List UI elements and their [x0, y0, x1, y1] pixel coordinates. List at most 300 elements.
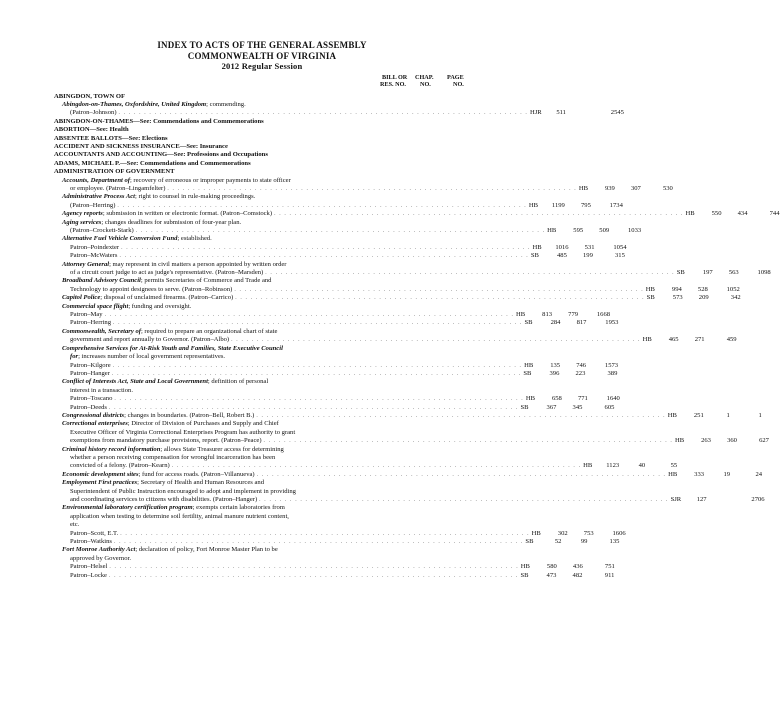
leader-dots: . . . . . . . . . . . . . . . . . . . . . . . . . . . . . . . . . . . . . . . . . . . . . . . . . . . . . . . . . . . . . . . . . . . . . . . . . . . . . . . . [113, 320, 523, 327]
entry-text [70, 555, 131, 563]
entry-description: Patron–Herring [70, 319, 112, 327]
entry-text [70, 395, 112, 403]
entry-subject: Aging services [62, 218, 102, 226]
chapter-number: 209 [698, 294, 709, 302]
bill-type: HB [667, 411, 677, 419]
index-entry-line [54, 361, 619, 370]
leader-dots: . . . . . . . . . . . . . . . . . . . . . . . . . . . . . . . . . . . . . . . . . . . . . . . . . . . . . . . . . . . . . . . . . . . . . . . . . . . . . . . . [113, 539, 524, 546]
entry-description: of a circuit court judge to act as judge's representative. (Patron–Marsden) [70, 269, 264, 277]
chapter-number: 531 [584, 243, 595, 251]
entry-description: Patron–Toscano [70, 395, 113, 403]
bill-type: SB [676, 269, 685, 277]
entry-description: Patron–Deeds [70, 403, 107, 411]
index-entry-line [54, 496, 765, 504]
index-entry-line [54, 546, 470, 554]
leader-dots: . . . . . . . . . . . . . . . . . . . . . . . . . . . . . . . . . . . . . . . . . . . . . . . . . . . . . . . . . . . . . . . . . . . . . . . . . . . . . . . . [167, 185, 577, 192]
bill-number: 127 [696, 496, 707, 503]
chapter-number: 771 [577, 395, 588, 403]
bill-type: SB [524, 319, 533, 327]
bill-number: 284 [550, 319, 561, 327]
bill-number: 135 [550, 361, 561, 369]
entry-text [70, 311, 103, 319]
index-entry-line [54, 269, 771, 277]
page-number: 1734 [609, 201, 623, 209]
page-column-header-bottom: NO. [453, 80, 464, 88]
page-number: 2545 [610, 109, 624, 117]
entry-text [62, 193, 255, 201]
bill-type: SB [525, 538, 534, 546]
leader-dots: . . . . . . . . . . . . . . . . . . . . . . . . . . . . . . . . . . . . . . . . . . . . . . . . . . . . . . . . . . . . . . . . . . . . . . . . . . . . . . . . [104, 312, 515, 319]
index-heading [54, 135, 470, 143]
page-number: 55 [670, 462, 678, 470]
entry-description: ADMINISTRATION OF GOVERNMENT [54, 168, 175, 176]
page-number: 342 [730, 294, 741, 302]
leader-dots: . . . . . . . . . . . . . . . . . . . . . . . . . . . . . . . . . . . . . . . . . . . . . . . . . . . . . . . . . . . . . . . . . . . . . . . . . . . . . . . . [235, 295, 645, 302]
index-entry-line [54, 219, 470, 227]
index-entry-line [54, 479, 470, 487]
entry-text [70, 319, 111, 327]
index-entry-line [54, 513, 470, 521]
bill-number: 367 [546, 403, 557, 411]
entry-description: whether a person receiving compensation for wrongful incarceration has been [70, 453, 276, 461]
index-entry-line [54, 504, 470, 512]
entry-description: Patron–May [70, 311, 103, 319]
entry-text [62, 479, 264, 487]
index-entry-line [54, 319, 619, 327]
entry-description: ; required to prepare an organizational chart of state [140, 327, 278, 335]
entry-description: Patron–Watkins [70, 538, 112, 546]
leader-dots: . . . . . . . . . . . . . . . . . . . . . . . . . . . . . . . . . . . . . . . . . . . . . . . . . . . . . . . . . . . . . . . . . . . . . . . . . . . . . . . . [109, 404, 519, 411]
index-entry-line [54, 470, 763, 479]
leader-dots: . . . . . . . . . . . . . . . . . . . . . . . . . . . . . . . . . . . . . . . . . . . . . . . . . . . . . . . . . . . . . . . . . . . . . . . . . . . . . . . . [119, 253, 529, 260]
entry-description: ABINGDON, TOWN OF [54, 92, 126, 100]
entry-text [62, 235, 212, 243]
entry-description: ; changes deadlines for submission of four-year plan. [101, 218, 242, 226]
index-entry-line [54, 420, 470, 428]
index-heading [54, 143, 470, 151]
entry-subject: Economic development sites [62, 470, 139, 478]
entry-description: ; Secretary of Health and Human Resources and [137, 479, 264, 487]
chap-column-header-top: CHAP. [415, 73, 434, 81]
entry-description: Patron–Kilgore [70, 361, 111, 369]
bill-type: SB [523, 369, 532, 377]
bill-number: 994 [671, 285, 682, 293]
entry-text [70, 404, 107, 412]
page-number: 2706 [751, 496, 765, 503]
entry-text [54, 118, 264, 126]
bill-number: 813 [542, 311, 553, 319]
entry-text [62, 420, 279, 428]
index-entry-line [54, 369, 618, 378]
index-entry-line [54, 403, 615, 412]
entry-description: ; permits Secretaries of Commerce and Trade and [140, 277, 272, 285]
page-number: 1052 [726, 285, 740, 293]
index-entries [54, 92, 780, 581]
entry-description: Executive Officer of Virginia Correctional Enterprises Program has authority to grant [70, 428, 296, 436]
entry-text [62, 446, 284, 454]
entry-subject: Congressional districts [62, 411, 125, 419]
entry-text [70, 336, 229, 344]
entry-description: approved by Governor. [70, 554, 131, 562]
bill-column-header-top: BILL OR [382, 73, 408, 81]
entry-description: ; recovery of erroneous or improper payments to state officer [129, 176, 291, 184]
bill-number: 511 [556, 109, 566, 117]
chapter-number: 40 [638, 462, 646, 470]
entry-text [70, 563, 107, 571]
entry-text [70, 530, 118, 538]
entry-text [62, 328, 277, 336]
entry-description: ; allows State Treasurer access for determining [160, 445, 284, 453]
index-entry-line [54, 210, 780, 218]
chapter-number: 753 [583, 529, 594, 537]
leader-dots: . . . . . . . . . . . . . . . . . . . . . . . . . . . . . . . . . . . . . . . . . . . . . . . . . . . . . . . . . . . . . . . . . . . . . . . . . . . . . . . . [171, 463, 582, 470]
entry-description: ; commending. [206, 100, 246, 108]
entry-description: application when testing to determine soil fertility, animal manure nutrient content, [70, 512, 289, 520]
entry-text [70, 488, 296, 496]
bill-number: 197 [702, 269, 713, 277]
chap-column-header-bottom: NO. [420, 80, 431, 88]
chapter-number: 345 [572, 403, 583, 411]
leader-dots: . . . . . . . . . . . . . . . . . . . . . . . . . . . . . . . . . . . . . . . . . . . . . . . . . . . . . . . . . . . . . . . . . . . . . . . . . . . . . . . . [118, 110, 528, 117]
title-line-2: COMMONWEALTH OF VIRGINIA [187, 50, 337, 61]
entry-text [70, 437, 262, 445]
index-entry-line [54, 488, 470, 496]
entry-description: Patron–Hanger [70, 369, 110, 377]
entry-description: Technology to appoint designees to serve. (Patron–Robinson) [70, 285, 233, 293]
entry-description: ABSENTEE BALLOTS—See: Elections [54, 134, 168, 142]
entry-description: ; increases number of local government representatives. [78, 353, 226, 361]
entry-text [54, 151, 268, 159]
bill-type: SB [520, 571, 529, 579]
index-entry-line [54, 429, 470, 437]
index-entry-line [54, 437, 769, 445]
leader-dots: . . . . . . . . . . . . . . . . . . . . . . . . . . . . . . . . . . . . . . . . . . . . . . . . . . . . . . . . . . . . . . . . . . . . . . . . . . . . . . . . [112, 362, 523, 369]
leader-dots: . . . . . . . . . . . . . . . . . . . . . . . . . . . . . . . . . . . . . . . . . . . . . . . . . . . . . . . . . . . . . . . . . . . . . . . . . . . . . . . . [135, 228, 546, 234]
entry-subject: Employment First practices [62, 479, 138, 487]
entry-text [62, 294, 233, 302]
entry-description: Patron–Poindexter [70, 243, 120, 251]
index-entry-line [54, 446, 470, 454]
entry-subject: Commercial space flight [62, 302, 129, 310]
leader-dots: . . . . . . . . . . . . . . . . . . . . . . . . . . . . . . . . . . . . . . . . . . . . . . . . . . . . . . . . . . . . . . . . . . . . . . . . . . . . . . . . [121, 244, 531, 251]
bill-number: 658 [551, 395, 562, 403]
chapter-number: 99 [580, 538, 588, 546]
index-entry-line [54, 336, 737, 344]
document-title [54, 40, 470, 72]
entry-description: ; established. [177, 235, 212, 243]
bill-type: HB [531, 529, 541, 537]
entry-description: Patron–McWaters [70, 252, 118, 260]
entry-subject: for [70, 353, 79, 361]
entry-description: interest in a transaction. [70, 386, 133, 394]
index-entry-line [54, 538, 620, 546]
entry-text [62, 210, 272, 218]
entry-text [70, 227, 134, 235]
leader-dots: . . . . . . . . . . . . . . . . . . . . . . . . . . . . . . . . . . . . . . . . . . . . . . . . . . . . . . . . . . . . . . . . . . . . . . . . . . . . . . . . [231, 337, 641, 344]
entry-description: ; changes in boundaries. (Patron–Bell, Robert B.) [124, 411, 255, 419]
bill-number: 263 [701, 437, 711, 445]
index-heading [54, 118, 470, 126]
index-page [54, 40, 780, 580]
entry-text [70, 202, 115, 210]
chapter-number: 307 [630, 184, 641, 192]
bill-number: 550 [711, 210, 722, 218]
entry-text [62, 546, 278, 554]
entry-subject: Environmental laboratory certification program [62, 504, 193, 512]
entry-subject: Correctional enterprises [62, 420, 128, 428]
bill-type: SB [530, 252, 539, 260]
entry-text [70, 244, 119, 252]
entry-text [70, 362, 111, 370]
bill-number: 396 [549, 369, 560, 377]
entry-description: ; definition of personal [207, 378, 269, 386]
bill-type: HB [520, 563, 530, 571]
index-entry-line [54, 193, 470, 201]
entry-description: ; Director of Division of Purchases and Supply and Chief [127, 420, 279, 428]
chapter-number: 223 [575, 369, 586, 377]
page-column-header-top: PAGE [447, 73, 464, 81]
page-number: 1668 [596, 311, 611, 319]
page-number: 530 [662, 184, 673, 192]
chapter-number: 271 [694, 336, 705, 344]
entry-description: etc. [70, 521, 80, 529]
chapter-number: 482 [572, 571, 583, 579]
leader-dots: . . . . . . . . . . . . . . . . . . . . . . . . . . . . . . . . . . . . . . . . . . . . . . . . . . . . . . . . . . . . . . . . . . . . . . . . . . . . . . . . [109, 564, 519, 571]
bill-number: 939 [604, 184, 615, 192]
index-entry-line [54, 353, 470, 361]
index-entry-line [54, 454, 470, 462]
bill-number: 473 [546, 571, 557, 579]
bill-type: HB [524, 361, 534, 369]
index-entry-line [54, 462, 678, 470]
leader-dots: . . . . . . . . . . . . . . . . . . . . . . . . . . . . . . . . . . . . . . . . . . . . . . . . . . . . . . . . . . . . . . . . . . . . . . . . . . . . . . . . [234, 286, 644, 293]
leader-dots: . . . . . . . . . . . . . . . . . . . . . . . . . . . . . . . . . . . . . . . . . . . . . . . . . . . . . . . . . . . . . . . . . . . . . . . . . . . . . . . . [109, 572, 519, 579]
page-number: 315 [615, 252, 625, 260]
bill-number: 333 [694, 470, 705, 478]
index-entry-line [54, 529, 626, 538]
index-entry-line [54, 303, 470, 311]
page-number: 627 [759, 437, 769, 445]
index-entry-line [54, 177, 470, 185]
bill-type: SJR [670, 496, 682, 503]
chapter-number: 746 [576, 361, 587, 369]
bill-column-header-bottom: RES. NO. [380, 80, 406, 88]
bill-type: HB [532, 243, 542, 251]
index-heading [54, 168, 470, 176]
page-number: 744 [769, 210, 780, 218]
entry-description: (Patron–Crockett-Stark) [70, 227, 134, 234]
bill-type: HB [674, 437, 685, 445]
bill-type: HB [516, 311, 526, 319]
entry-text [70, 252, 117, 260]
leader-dots: . . . . . . . . . . . . . . . . . . . . . . . . . . . . . . . . . . . . . . . . . . . . . . . . . . . . . . . . . . . . . . . . . . . . . . . . . . . . . . . . [259, 497, 669, 503]
entry-description: Superintendent of Public Instruction encouraged to adopt and implement in providing [70, 487, 296, 495]
entry-text [62, 101, 246, 109]
page-number: 605 [604, 403, 615, 411]
bill-number: 580 [546, 563, 557, 571]
entry-description: Patron–Scott, E.T. [70, 529, 119, 537]
entry-text [70, 572, 107, 580]
entry-description: and coordinating services to citizens with disabilities. (Patron–Hanger) [70, 496, 258, 503]
bill-type: HB [547, 227, 557, 234]
entry-subject: Criminal history record information [62, 445, 161, 453]
index-entry-line [54, 252, 625, 260]
entry-text [62, 504, 285, 512]
entry-text [70, 387, 133, 395]
entry-text [54, 93, 125, 101]
entry-text [54, 126, 129, 134]
index-heading [54, 160, 470, 168]
bill-type: HJR [529, 109, 542, 117]
page-number: 389 [607, 369, 618, 377]
chapter-number: 1 [726, 411, 730, 419]
index-entry-line [54, 277, 470, 285]
entry-text [70, 353, 225, 361]
bill-number: 485 [557, 252, 567, 260]
bill-type: HB [668, 470, 678, 478]
bill-type: HB [685, 210, 695, 218]
page-number: 1098 [757, 269, 771, 277]
chapter-number: 528 [697, 285, 708, 293]
title-line-1: INDEX TO ACTS OF THE GENERAL ASSEMBLY [157, 40, 367, 50]
leader-dots: . . . . . . . . . . . . . . . . . . . . . . . . . . . . . . . . . . . . . . . . . . . . . . . . . . . . . . . . . . . . . . . . . . . . . . . . . . . . . . . . [117, 202, 527, 209]
leader-dots: . . . . . . . . . . . . . . . . . . . . . . . . . . . . . . . . . . . . . . . . . . . . . . . . . . . . . . . . . . . . . . . . . . . . . . . . . . . . . . . . [274, 211, 684, 218]
bill-type: SB [646, 294, 655, 302]
entry-subject: Comprehensive Services for At-Risk Youth and Families, State Executive Council [62, 344, 283, 352]
entry-text [62, 219, 241, 227]
bill-number: 465 [668, 336, 679, 344]
index-entry-line [54, 109, 624, 117]
page-number: 1 [758, 411, 762, 419]
index-entry-line [54, 387, 470, 395]
index-entry-line [54, 101, 470, 109]
index-entry-line [54, 563, 615, 571]
page-number: 1953 [605, 319, 619, 327]
page-number: 1640 [606, 395, 620, 403]
bill-number: 1123 [606, 462, 620, 470]
index-entry-line [54, 294, 741, 302]
entry-text [62, 471, 255, 479]
entry-description: (Patron–Johnson) [70, 109, 117, 117]
index-entry-line [54, 345, 470, 353]
chapter-number: 779 [568, 311, 579, 319]
entry-subject: Agency reports [62, 210, 103, 218]
entry-description: (Patron–Herring) [70, 201, 116, 209]
entry-text [70, 521, 79, 529]
index-heading [54, 93, 470, 101]
index-entry-line [54, 227, 642, 235]
entry-description: ADAMS, MICHAEL P.—See: Commendations and Commemorations [54, 159, 251, 167]
bill-number: 251 [693, 411, 704, 419]
entry-subject: Attorney General [62, 260, 110, 268]
entry-text [54, 135, 168, 143]
bill-type: HB [525, 395, 535, 403]
entry-text [62, 345, 283, 353]
chapter-number: 360 [727, 437, 737, 445]
page-number: 911 [604, 571, 615, 579]
chapter-number: 795 [580, 201, 591, 209]
entry-text [70, 454, 275, 462]
page-number: 1573 [604, 361, 619, 369]
entry-subject: Commonwealth, Secretary of [62, 327, 141, 335]
bill-type: HB [583, 462, 593, 470]
bill-number: 52 [554, 538, 562, 546]
entry-text [62, 261, 287, 269]
entry-description: ; declaration of policy, Fort Monroe Master Plan to be [135, 546, 278, 554]
entry-text [70, 496, 257, 504]
leader-dots: . . . . . . . . . . . . . . . . . . . . . . . . . . . . . . . . . . . . . . . . . . . . . . . . . . . . . . . . . . . . . . . . . . . . . . . . . . . . . . . . [256, 412, 666, 419]
entry-text [70, 462, 170, 470]
chapter-number: 19 [723, 470, 731, 478]
page-number: 751 [604, 563, 615, 571]
entry-text [62, 412, 254, 420]
entry-text [54, 143, 228, 151]
index-entry-line [54, 378, 470, 386]
chapter-number: 509 [599, 227, 610, 234]
entry-subject: Abingdon-on-Thames, Oxfordshire, United Kingdom [62, 100, 207, 108]
entry-text [62, 177, 291, 185]
entry-subject: Accounts, Department of [62, 176, 130, 184]
entry-subject: Capitol Police [62, 294, 101, 302]
leader-dots: . . . . . . . . . . . . . . . . . . . . . . . . . . . . . . . . . . . . . . . . . . . . . . . . . . . . . . . . . . . . . . . . . . . . . . . . . . . . . . . . [265, 270, 675, 277]
entry-description: exemptions from mandatory purchase provisions, report. (Patron–Peace) [70, 437, 262, 445]
bill-number: 1016 [555, 243, 569, 251]
chapter-number: 434 [737, 210, 748, 218]
bill-type: HB [645, 285, 655, 293]
entry-description: ACCOUNTANTS AND ACCOUNTING—See: Professions and Occupations [54, 151, 268, 159]
entry-description: ACCIDENT AND SICKNESS INSURANCE—See: Insurance [54, 142, 228, 150]
leader-dots: . . . . . . . . . . . . . . . . . . . . . . . . . . . . . . . . . . . . . . . . . . . . . . . . . . . . . . . . . . . . . . . . . . . . . . . . . . . . . . . . [256, 471, 667, 478]
index-entry-line [54, 261, 470, 269]
entry-description: ; may represent in civil matters a person appointed by written order [109, 260, 287, 268]
index-entry-line [54, 328, 470, 336]
page-number: 1033 [627, 227, 642, 234]
entry-description: ; right to counsel in rule-making proceedings. [135, 193, 256, 201]
entry-description: ; fund for access roads. (Patron–Villanueva) [138, 470, 255, 478]
chapter-number: 436 [572, 563, 583, 571]
entry-subject: Alternative Fuel Vehicle Conversion Fund [62, 235, 178, 243]
title-line-3: 2012 Regular Session [221, 61, 303, 71]
page-number: 459 [726, 336, 737, 344]
bill-type: HB [578, 184, 588, 192]
entry-text [70, 185, 165, 193]
bill-type: HB [528, 201, 539, 209]
entry-text [70, 429, 295, 437]
entry-text [70, 538, 112, 546]
entry-text [70, 513, 289, 521]
chapter-number: 563 [728, 269, 739, 277]
index-entry-line [54, 184, 673, 193]
entry-description: government and report annually to Governor. (Patron–Albo) [70, 336, 230, 344]
entry-subject: Conflict of Interests Act, State and Local Government [62, 378, 208, 386]
bill-number: 595 [573, 227, 584, 234]
bill-number: 573 [672, 294, 683, 302]
index-entry-line [54, 395, 620, 403]
entry-text [70, 286, 232, 294]
entry-text [70, 269, 263, 277]
index-entry-line [54, 555, 470, 563]
leader-dots: . . . . . . . . . . . . . . . . . . . . . . . . . . . . . . . . . . . . . . . . . . . . . . . . . . . . . . . . . . . . . . . . . . . . . . . . . . . . . . . . [120, 530, 530, 537]
entry-description: ABORTION—See: Health [54, 126, 129, 134]
entry-text [62, 303, 191, 311]
index-heading [54, 151, 470, 159]
index-heading [54, 126, 470, 134]
entry-description: or employee. (Patron–Lingamfelter) [70, 184, 166, 192]
entry-subject: Administrative Process Act [62, 193, 136, 201]
page-number: 24 [755, 470, 763, 478]
entry-description: ; submission in written or electronic format. (Patron–Comstock) [102, 210, 273, 218]
page-number: 135 [609, 538, 620, 546]
